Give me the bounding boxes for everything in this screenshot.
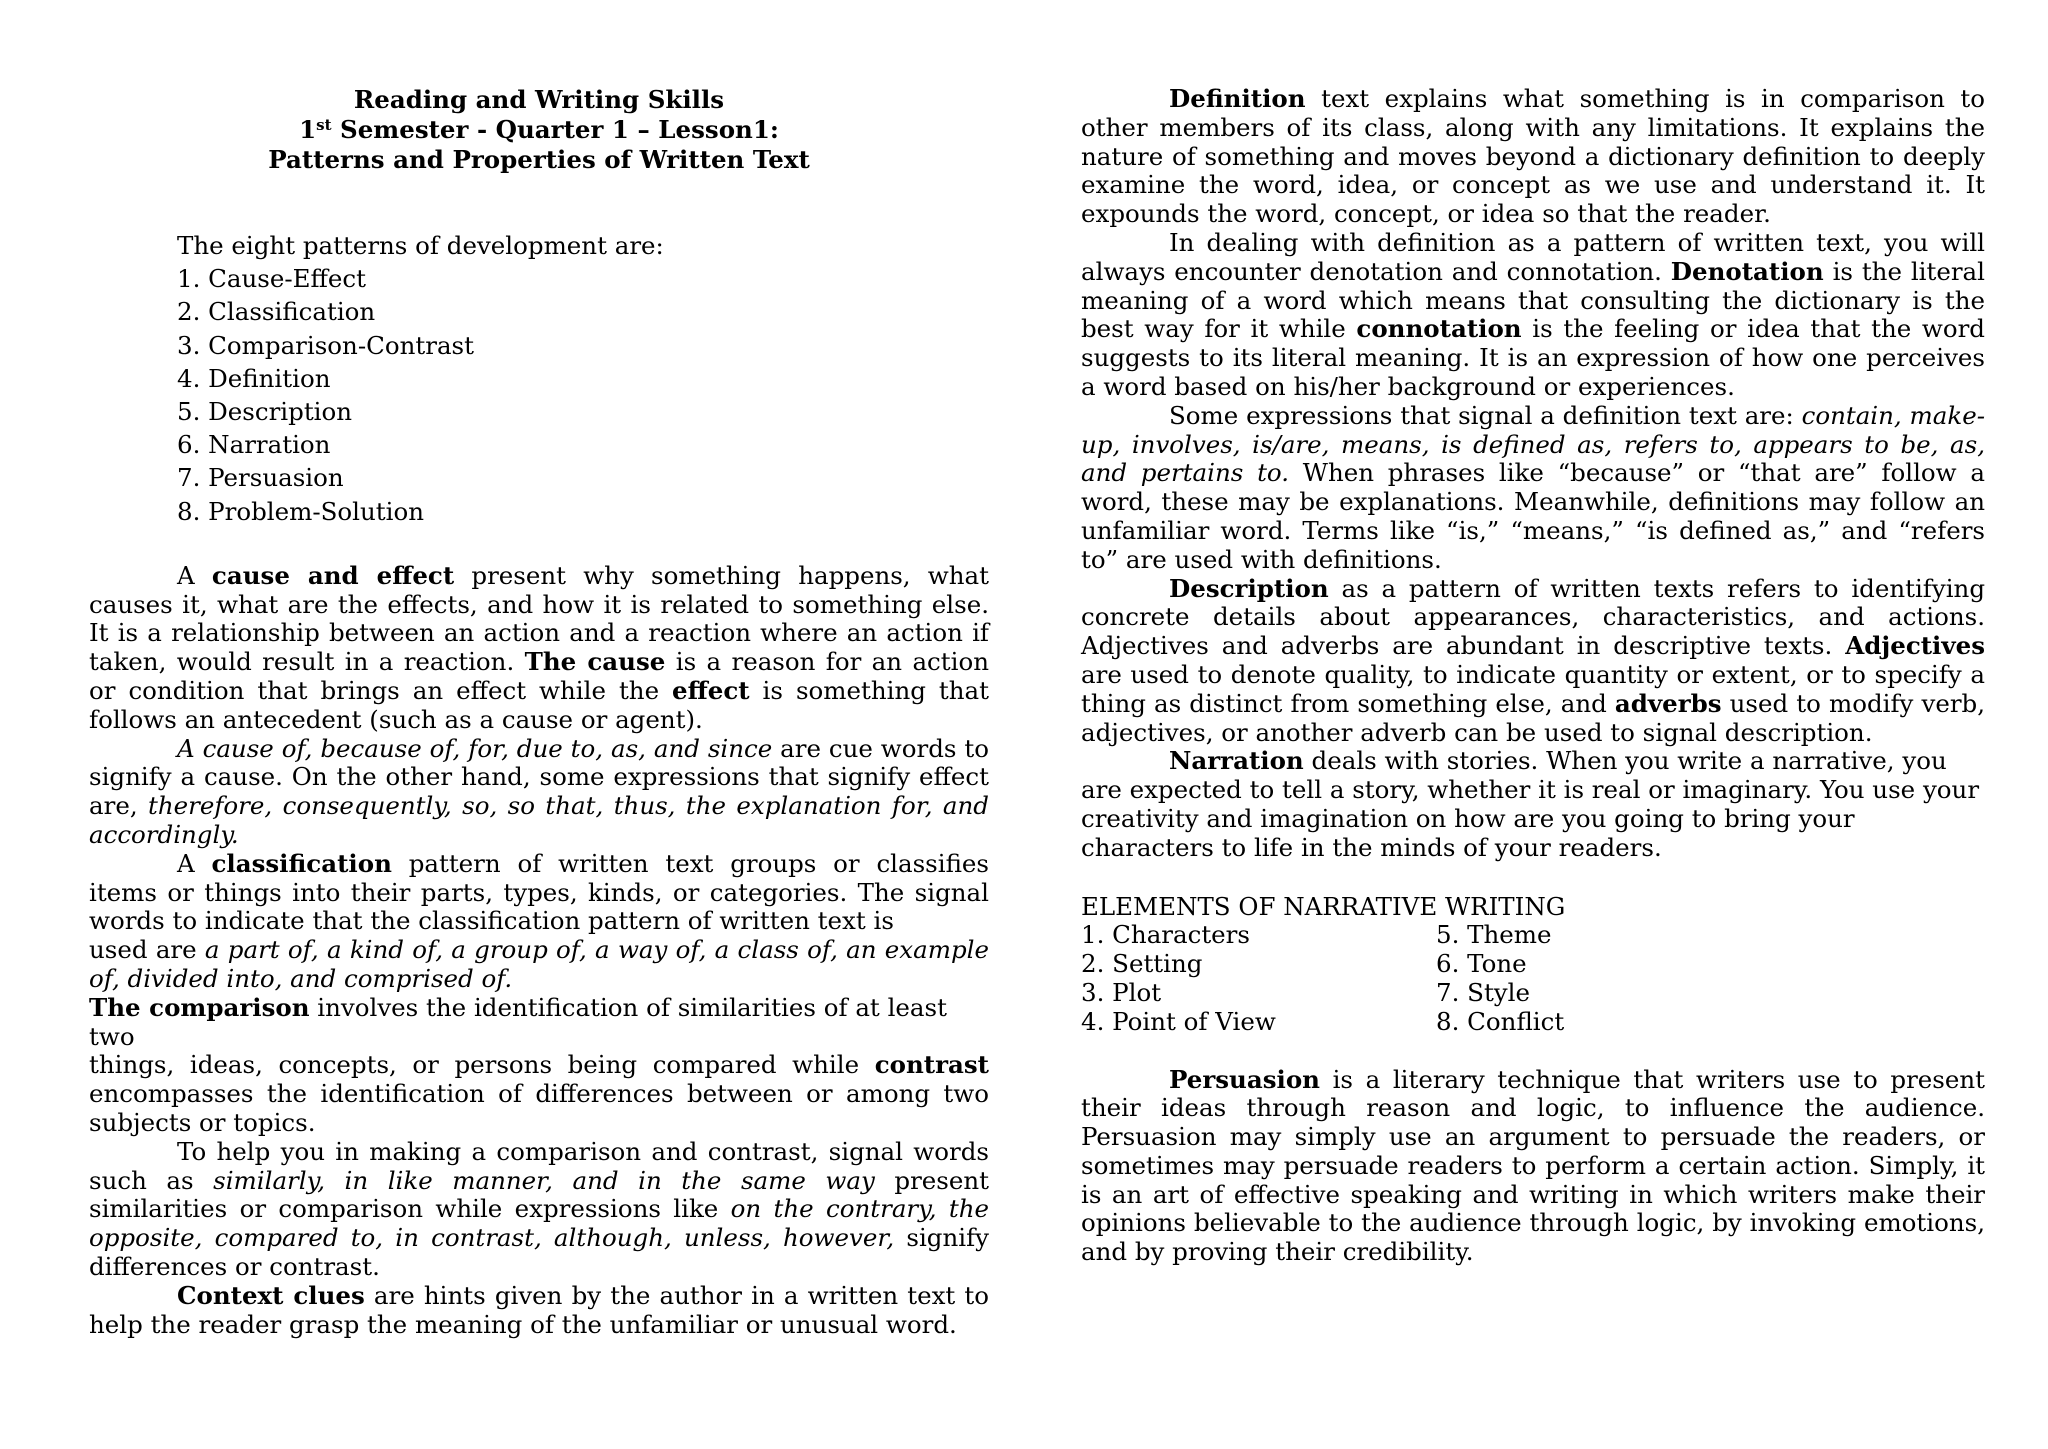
list-item: 6. Tone [1436,949,1527,979]
narration-paragraph: Narration deals with stories. When you write a narrative, you are expected to tell a story, whether it is real or imaginary. You use your creativity and imagination on how are you going to bring your characters to life in the minds of your readers. [1081,746,1980,862]
classification-signal-words: used are a part of, a kind of, a group of, a way of, a class of, an example of, divided into, and comprised of. [89,935,989,993]
comparison-paragraph: The comparison involves the identification of similarities of at least two [89,992,947,1051]
list-item: 3. Comparison-Contrast [177,330,474,360]
title-line-2 [89,115,989,145]
patterns-list-lead: The eight patterns of development are: [177,231,664,260]
list-item: 1. Cause-Effect [177,264,367,294]
cue-words-paragraph: A cause of, because of, for, due to, as, and since are cue words to signify a cause. On the other hand, some expressions that signify effect are, therefore, consequently, so, so that, thus, the explanation for, and accordingly. [89,733,989,849]
list-item: 2. Setting [1081,949,1203,979]
title-line-1: Reading and Writing Skills [353,85,725,114]
list-item: 7. Persuasion [177,463,344,493]
list-item: 3. Plot [1081,977,1162,1007]
title-semester-number: 1 [299,115,317,144]
title-ordinal-suffix: st [316,116,332,134]
list-item: 8. Problem-Solution [177,496,424,526]
definition-paragraph: Definition text explains what something is in comparison to other members of its class, along with any limitations. It explains the nature of something and moves beyond a dictionary definition to deeply examine the word, idea, or concept as we use and understand it. It expounds the word, concept, or idea so that the reader. [1081,84,1985,229]
list-item: 2. Classification [177,297,376,327]
description-paragraph: Description as a pattern of written texts refers to identifying concrete details about appearances, characteristics, and actions. Adjectives and adverbs are abundant in descriptive texts. Adjectives are used to denote quality, to indicate quantity or extent, or to specify a thing as distinct from something else, and adverbs used to modify verb, adjectives, or another adverb can be used to signal description. [1081,573,1985,747]
cause-effect-paragraph: A cause and effect present why something happens, what causes it, what are the effects, and how it is related to something else. It is a relationship between an action and a reaction where an action if taken, would result in a reaction. The cause is a reason for an action or condition that brings an effect while the effect is something that follows an antecedent (such as a cause or agent). [89,560,990,734]
list-item: 8. Conflict [1436,1006,1565,1036]
contrast-paragraph: things, ideas, concepts, or persons being compared while contrast encompasses the identification of differences between or among two subjects or topics. [89,1050,989,1137]
definition-expressions-paragraph: Some expressions that signal a definition text are: contain, make-up, involves, is/are, means, is defined as, refers to, appears to be, as, and pertains to. When phrases like “because” or “that are” follow a word, these may be explanations. Meanwhile, definitions may follow an unfamiliar word. Terms like “is,” “means,” “is defined as,” and “refers to” are used with definitions. [1081,400,1985,574]
document-title [89,85,989,175]
patterns-list [177,229,989,528]
list-item: 7. Style [1436,977,1530,1007]
denotation-paragraph: In dealing with definition as a pattern of written text, you will always encounter denotation and connotation. Denotation is the literal meaning of a word which means that consulting the dictionary is the best way for it while connotation is the feeling or idea that the word suggests to its literal meaning. It is an expression of how one perceives a word based on his/her background or experiences. [1081,227,1985,401]
context-clues-paragraph: Context clues are hints given by the author in a written text to help the reader grasp the meaning of the unfamiliar or unusual word. [89,1280,989,1339]
narrative-elements-grid [1081,921,1985,1036]
list-item: 4. Point of View [1081,1006,1276,1036]
narrative-elements [1081,893,1985,1037]
persuasion-paragraph: Persuasion is a literary technique that writers use to present their ideas through reason and logic, to influence the audience. Persuasion may simply use an argument to persuade the readers, or sometimes may persuade readers to perform a certain action. Simply, it is an art of effective speaking and writing in which writers make their opinions believable to the audience through logic, by invoking emotions, and by proving their credibility. [1081,1064,1985,1267]
list-item: 5. Theme [1436,920,1552,950]
list-item: 5. Description [177,397,353,427]
list-item: 6. Narration [177,430,331,460]
list-item: 1. Characters [1081,920,1250,950]
classification-paragraph: A classification pattern of written text groups or classifies items or things into their parts, types, kinds, or categories. The signal words to indicate that the classification pattern of written text is [89,848,989,936]
list-item: 4. Definition [177,363,331,393]
narrative-elements-heading: ELEMENTS OF NARRATIVE WRITING [1081,891,1566,921]
title-line-3: Patterns and Properties of Written Text [268,145,810,174]
left-column [89,85,989,1339]
comparison-signal-paragraph: To help you in making a comparison and contrast, signal words such as similarly, in like manner, and in the same way present similarities or comparison while expressions like on the contrary, the opposite, compared to, in contrast, although, unless, however, signify differences or contrast. [89,1136,989,1281]
right-column [1081,85,1985,1267]
title-semester-text: Semester - Quarter 1 – Lesson1: [331,115,779,144]
